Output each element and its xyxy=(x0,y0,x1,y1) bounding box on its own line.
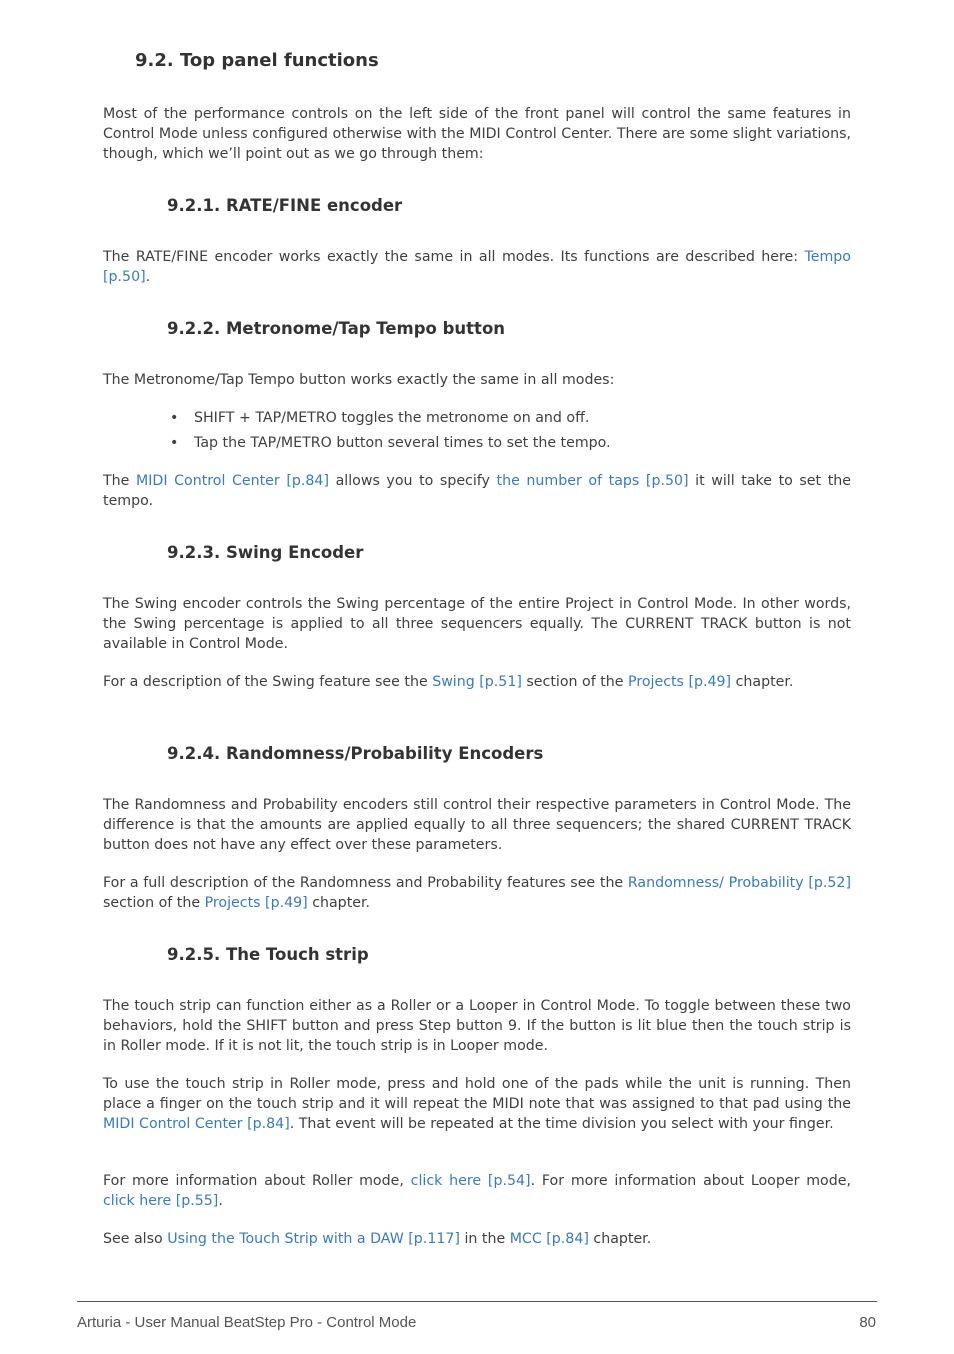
text: it will take to set the tempo. xyxy=(103,473,851,509)
subsection-title-rate-fine: 9.2.1. RATE/FINE encoder xyxy=(167,196,403,215)
text: For more information about Roller mode, xyxy=(103,1173,411,1189)
link-looper-mode[interactable]: click here [p.55] xyxy=(103,1193,219,1209)
text: See also xyxy=(103,1231,168,1247)
text: To use the touch strip in Roller mode, press and hold one of the pads while the unit is running. Then place a finger on the touch strip and it will repeat the MIDI note that was assigned to that pad using the xyxy=(103,1076,851,1112)
list-item xyxy=(170,433,611,453)
list-item xyxy=(170,408,589,428)
footer-title: Arturia - User Manual BeatStep Pro - Control Mode xyxy=(77,1314,417,1331)
see-also-paragraph xyxy=(103,1229,851,1249)
link-mcc[interactable]: MCC [p.84] xyxy=(509,1231,589,1247)
link-number-of-taps[interactable]: the number of taps [p.50] xyxy=(496,473,689,489)
more-info-paragraph xyxy=(103,1171,851,1211)
link-roller-mode[interactable]: click here [p.54] xyxy=(410,1173,531,1189)
text: . For more information about Looper mode, xyxy=(530,1173,851,1189)
link-tempo[interactable]: Tempo [p.50] xyxy=(103,249,851,285)
text: For a full description of the Randomness and Probability features see the xyxy=(103,875,628,891)
text: chapter. xyxy=(307,895,371,911)
bullet-icon: • xyxy=(170,435,179,451)
rate-text: The RATE/FINE encoder works exactly the same in all modes. Its functions are described here: xyxy=(103,249,805,265)
link-swing[interactable]: Swing [p.51] xyxy=(432,674,522,690)
randomness-paragraph: The Randomness and Probability encoders still control their respective parameters in Control Mode. The difference is that the amounts are applied equally to all three sequencers; the shared CURRENT TRACK button does not have any effect over these parameters. xyxy=(103,797,851,853)
text: chapter. xyxy=(731,674,794,690)
section-title: 9.2. Top panel functions xyxy=(135,50,379,71)
link-midi-control-center[interactable]: MIDI Control Center [p.84] xyxy=(103,1116,290,1132)
metronome-taps-paragraph xyxy=(103,471,851,511)
page-number: 80 xyxy=(859,1314,876,1331)
roller-mode-paragraph xyxy=(103,1074,851,1134)
text: . That event will be repeated at the time division you select with your finger. xyxy=(289,1116,834,1132)
subsection-title-metronome: 9.2.2. Metronome/Tap Tempo button xyxy=(167,319,506,338)
text: For a description of the Swing feature see the xyxy=(103,674,433,690)
text: allows you to specify xyxy=(328,473,497,489)
intro-paragraph: Most of the performance controls on the left side of the front panel will control the same features in Control Mode unless configured otherwise with the MIDI Control Center. There are some slight variations, though, which we’ll point out as we go through them: xyxy=(103,106,851,162)
swing-paragraph: The Swing encoder controls the Swing percentage of the entire Project in Control Mode. In other words, the Swing percentage is applied to all three sequencers equally. The CURRENT TRACK button is not available in Control Mode. xyxy=(103,596,851,652)
link-randomness-probability[interactable]: Randomness/ Probability [p.52] xyxy=(627,875,851,891)
rate-text-end: . xyxy=(145,269,151,285)
touch-strip-paragraph: The touch strip can function either as a Roller or a Looper in Control Mode. To toggle between these two behaviors, hold the SHIFT button and press Step button 9. If the button is lit blue then the touch strip is in Roller mode. If it is not lit, the touch strip is in Looper mode. xyxy=(103,998,851,1054)
list-item-text: SHIFT + TAP/METRO toggles the metronome on and off. xyxy=(194,410,590,426)
metronome-paragraph: The Metronome/Tap Tempo button works exactly the same in all modes: xyxy=(103,372,615,388)
link-touch-strip-daw[interactable]: Using the Touch Strip with a DAW [p.117] xyxy=(167,1231,460,1247)
text: section of the xyxy=(521,674,629,690)
footer-divider xyxy=(77,1301,877,1302)
link-midi-control-center[interactable]: MIDI Control Center [p.84] xyxy=(135,473,329,489)
text: The xyxy=(103,473,136,489)
list-item-text: Tap the TAP/METRO button several times to set the tempo. xyxy=(194,435,611,451)
randomness-description-paragraph xyxy=(103,873,851,913)
subsection-title-touch-strip: 9.2.5. The Touch strip xyxy=(167,945,369,964)
text: in the xyxy=(459,1231,510,1247)
text: chapter. xyxy=(588,1231,652,1247)
subsection-title-swing: 9.2.3. Swing Encoder xyxy=(167,543,364,562)
swing-description-paragraph xyxy=(103,672,851,692)
subsection-title-randomness: 9.2.4. Randomness/Probability Encoders xyxy=(167,744,544,763)
text: section of the xyxy=(103,895,205,911)
link-projects[interactable]: Projects [p.49] xyxy=(204,895,308,911)
bullet-icon: • xyxy=(170,410,179,426)
rate-paragraph xyxy=(103,247,851,287)
link-projects[interactable]: Projects [p.49] xyxy=(628,674,732,690)
text: . xyxy=(218,1193,223,1209)
